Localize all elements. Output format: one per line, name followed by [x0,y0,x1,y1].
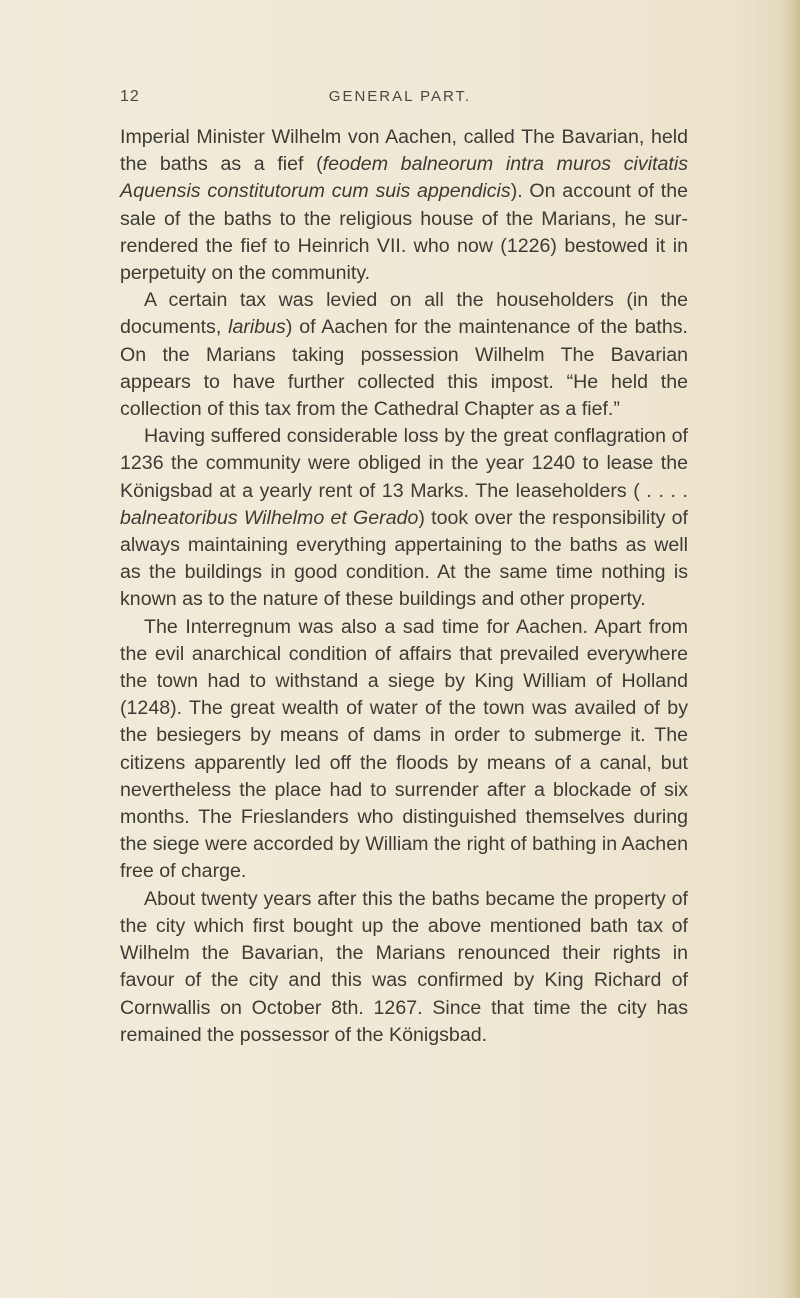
page-header [120,88,680,114]
text-run: Having suffered considerable loss by the great conflagration of 1236 the community were obliged in the year 1240 to lease the Königsbad at a yearly rent of 13 Marks. The leaseholders ( . . . . [120,425,688,502]
latin-quotation: balneatoribus Wilhelmo et Gerado [120,506,419,529]
latin-term: laribus [228,316,286,339]
page-number: 12 [120,88,140,105]
paragraph [120,886,688,1049]
running-head: GENERAL PART. [328,88,472,105]
text-run: ). On account of the sale of the baths to the religious house of the Marians, he surrendered the fief to Heinrich VII. who now (1226) bestowed it in perpetuity on the community. [120,180,688,285]
page-edge-shadow [782,0,800,1298]
body-text [120,124,688,1049]
paragraph [120,287,688,423]
text-run: Imperial Minister Wilhelm von Aachen, called The Bavarian, held the baths as a fief ( [120,126,688,176]
text-run: About twenty years after this the baths became the property of the city which first bought up the above mentioned bath tax of Wilhelm the Bavarian, the Marians renounced their rights in favour of the city and this was confirmed by King Richard of Cornwallis on October 8th. 1267. Since that time the city has remained the possessor of the Königsbad. [120,887,688,1046]
text-run: ) of Aachen for the maintenance of the baths. On the Marians taking possession Wilhelm The Bavarian appears to have further collected this impost. “He held the collection of this tax from the Cathedral Chapter as a fief.” [120,316,688,421]
text-run: The Interregnum was also a sad time for Aachen. Apart from the evil anarchical condition of affairs that prevailed everywhere the town had to withstand a siege by King William of Holland (1248). The great wealth of water of the town was availed of by the besiegers by means of dams in order to submerge it. The citizens apparently led off the floods by means of a canal, but nevertheless the place had to surrender after a blockade of six months. The Frieslanders who distinguished themselves during the siege were accorded by William the right of bathing in Aachen free of charge. [120,615,688,883]
paragraph [120,614,688,886]
text-run: A certain tax was levied on all the householders (in the documents, [120,289,688,339]
paragraph [120,423,688,613]
paragraph [120,124,688,287]
latin-quotation: feodem balneorum intra muros civitatis Aquensis constitutorum cum suis appendicis [120,153,688,203]
text-run: ) took over the responsibility of always maintaining everything appertaining to the baths as well as the buildings in good condition. At the same time nothing is known as to the nature of these buildings and other property. [120,506,688,611]
